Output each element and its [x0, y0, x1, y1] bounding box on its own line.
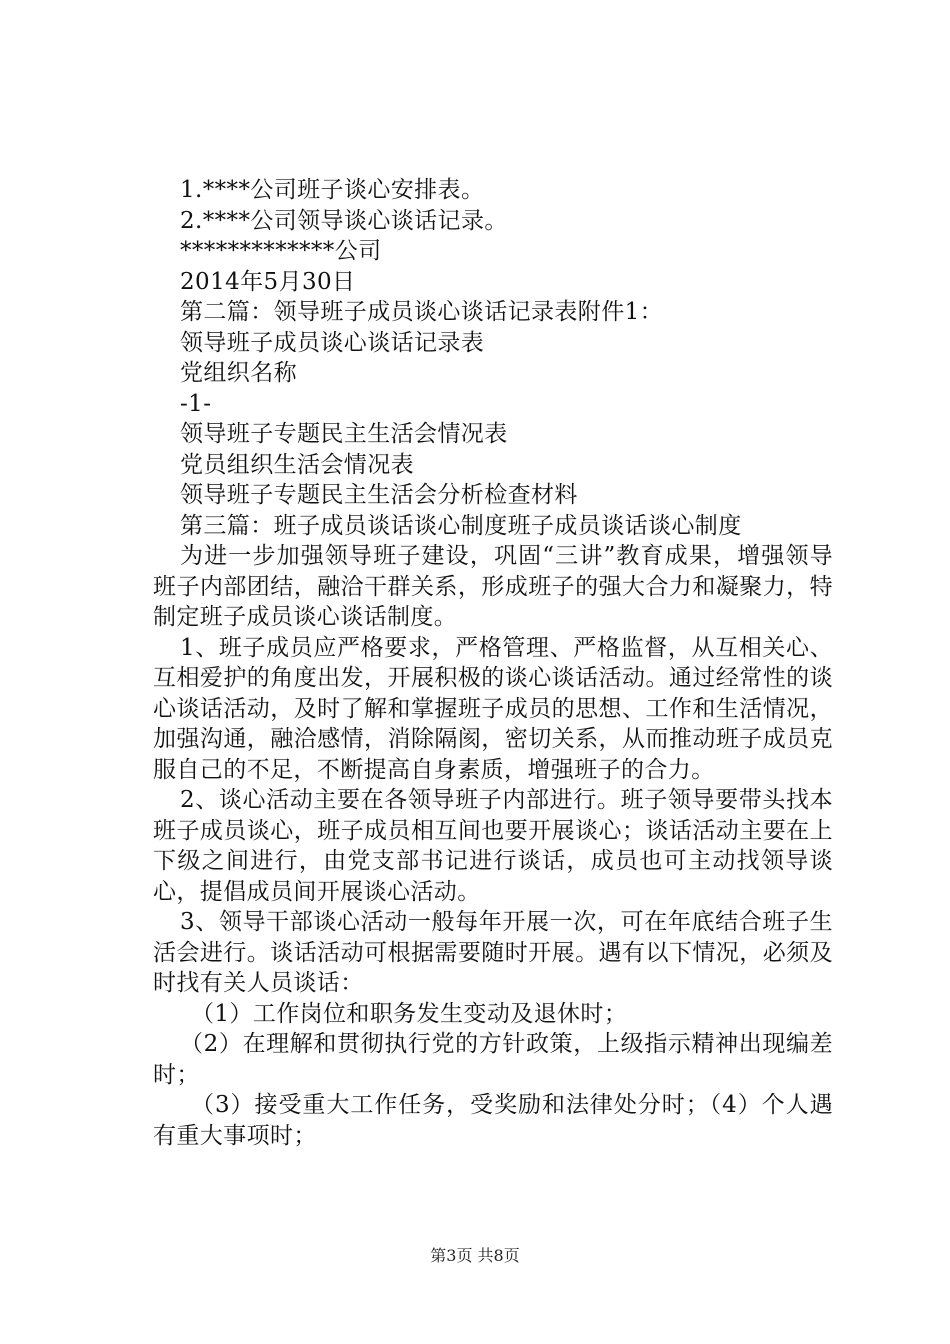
body-paragraph: 为进一步加强领导班子建设，巩固“三讲”教育成果，增强领导班子内部团结，融洽干群关系，形成班子的强大合力和凝聚力，特制定班子成员谈心谈话制度。 — [153, 543, 833, 630]
body-paragraph: 3、领导干部谈心活动一般每年开展一次，可在年底结合班子生活会进行。谈话活动可根据需要随时开展。遇有以下情况，必须及时找有关人员谈话： — [153, 909, 833, 996]
document-date: 2014年5月30日 — [180, 268, 356, 295]
form-title: 领导班子成员谈心谈话记录表 — [180, 329, 485, 356]
section-heading-3: 第三篇：班子成员谈话谈心制度班子成员谈话谈心制度 — [180, 512, 742, 539]
list-item: （1）工作岗位和职务发生变动及退休时； — [191, 1000, 628, 1027]
document-body — [153, 175, 833, 1151]
list-item: （2）在理解和贯彻执行党的方针政策，上级指示精神出现编差时； — [153, 1031, 833, 1088]
body-paragraph: 1、班子成员应严格要求，严格管理、严格监督，从互相关心、互相爱护的角度出发，开展积极的谈心谈话活动。通过经常性的谈心谈话活动，及时了解和掌握班子成员的思想、工作和生活情况，加强沟通，融洽感情，消除隔阂，密切关系，从而推动班子成员克服自己的不足，不断提高自身素质，增强班子的合力。 — [153, 634, 833, 783]
section-heading-2: 第二篇：领导班子成员谈心谈话记录表附件1： — [180, 299, 664, 325]
company-signature: *************公司 — [180, 238, 382, 264]
list-item: （3）接受重大工作任务，受奖励和法律处分时；（4）个人遇有重大事项时； — [153, 1092, 833, 1149]
form-title: 领导班子专题民主生活会分析检查材料 — [180, 482, 578, 508]
form-title: 党员组织生活会情况表 — [180, 451, 414, 478]
body-paragraph: 2、谈心活动主要在各领导班子内部进行。班子领导要带头找本班子成员谈心，班子成员相互间也要开展谈心；谈话活动主要在上下级之间进行，由党支部书记进行谈话，成员也可主动找领导谈心，提倡成员间开展谈心活动。 — [153, 787, 833, 905]
form-title: 领导班子专题民主生活会情况表 — [180, 421, 508, 447]
form-field-label: 党组织名称 — [180, 360, 297, 386]
page-footer: 第3页 共8页 — [430, 1246, 520, 1265]
inner-page-number: -1- — [180, 390, 212, 417]
attachment-item-2: 2.****公司领导谈心谈话记录。 — [180, 207, 508, 234]
attachment-item-1: 1.****公司班子谈心安排表。 — [180, 177, 485, 203]
